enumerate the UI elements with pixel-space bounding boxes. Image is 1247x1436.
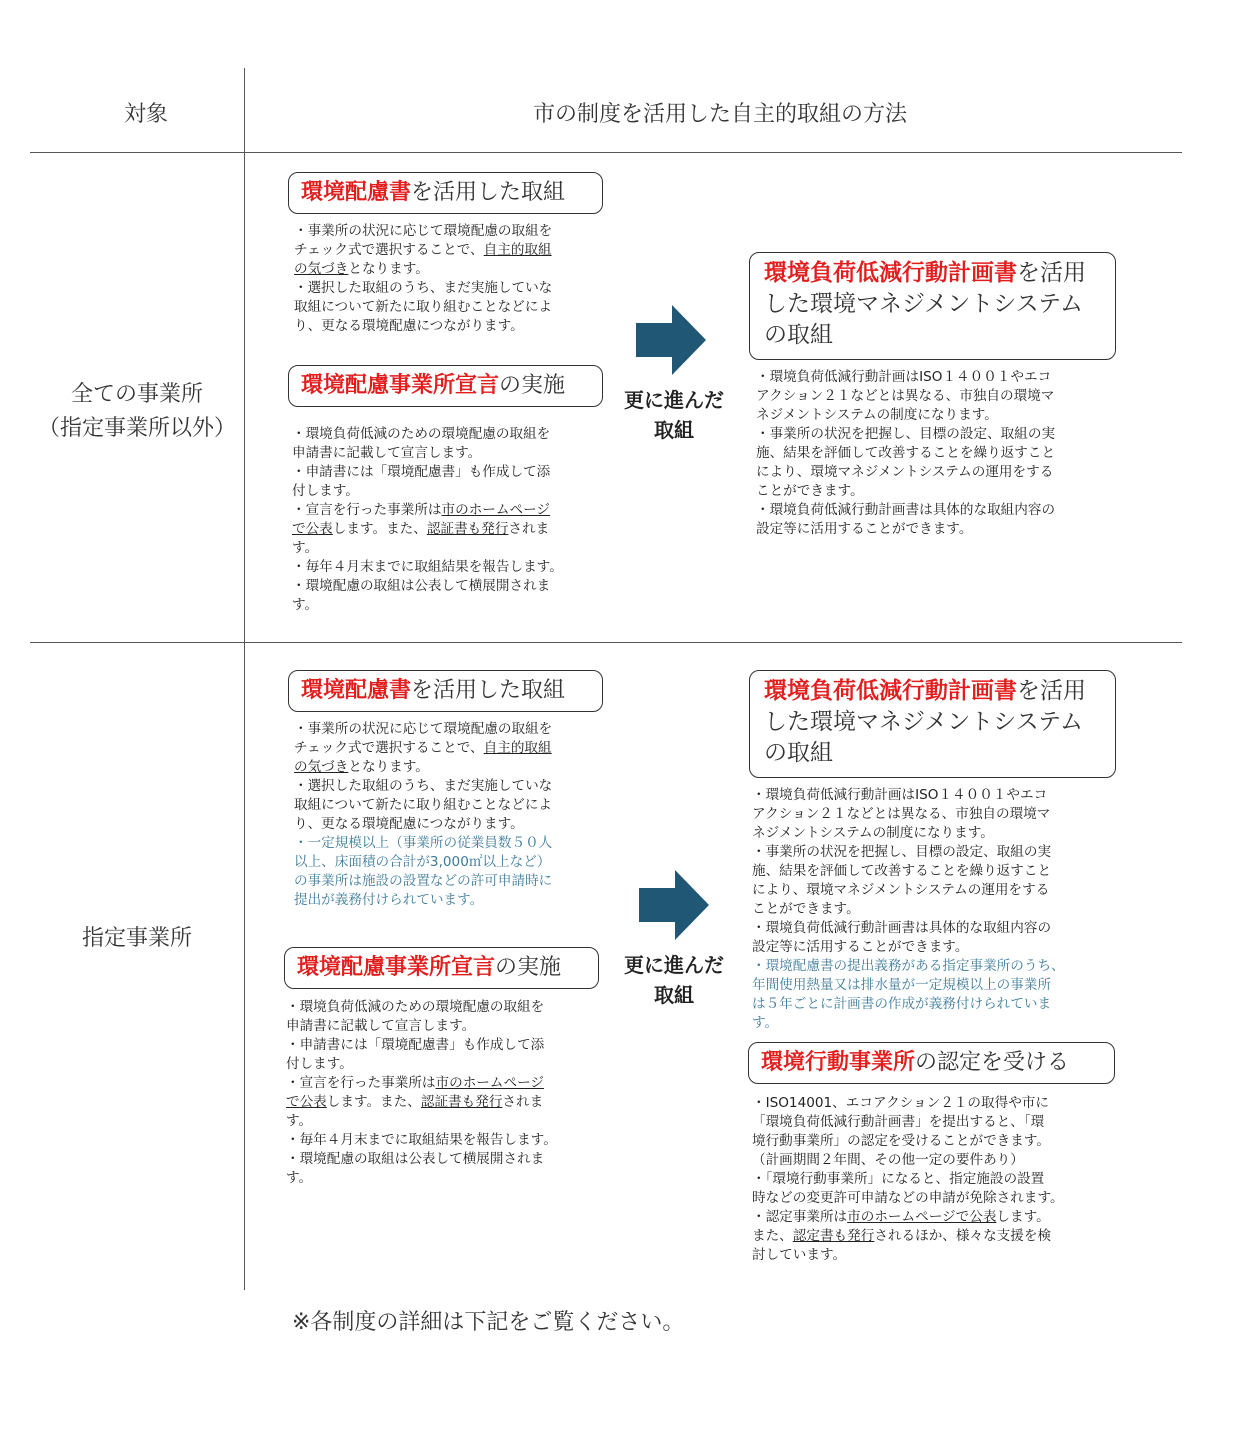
text-line: ・事業所の状況に応じて環境配慮の取組を (294, 721, 553, 737)
text-line: 施、結果を評価して改善することを繰り返すこと (752, 863, 1052, 879)
text-line: されま (508, 521, 550, 537)
text-line: ・選択した取組のうち、まだ実施していな (294, 280, 553, 296)
consideration-text (294, 222, 552, 336)
arrow-label-line2: 取組 (654, 983, 694, 1007)
text-line: により、環境マネジメントシステムの運用をする (756, 464, 1054, 480)
plan-title-rest: した環境マネジメントシステム (764, 291, 1084, 317)
text-line: ・宣言を行った事業所は (286, 1075, 436, 1091)
text-line: で公表 (292, 521, 333, 537)
text-line: ・申請書には「環境配慮書」も作成して添 (286, 1037, 545, 1053)
declaration-title-rest: の実施 (499, 373, 566, 398)
right-arrow-icon (636, 305, 706, 375)
text-line: ことができます。 (756, 483, 864, 499)
plan-box-designated (749, 670, 1116, 778)
consideration-title-rest: を活用した取組 (411, 180, 566, 205)
declaration-title-rest: の実施 (495, 955, 562, 980)
text-line: ・環境負荷低減のための環境配慮の取組を (286, 999, 545, 1015)
text-line: り、更なる環境配慮につながります。 (294, 816, 524, 832)
text-line: アクション２１などとは異なる、市独自の環境マ (752, 806, 1051, 822)
text-line-note: ・一定規模以上（事業所の従業員数５０人 (294, 835, 553, 851)
arrow-label (610, 385, 738, 445)
text-line: 申請書に記載して宣言します。 (292, 445, 482, 461)
text-line: されるほか、様々な支援を検 (874, 1228, 1052, 1244)
text-line-note: ・環境配慮書の提出義務がある指定事業所のうち、 (752, 958, 1065, 974)
text-line: ・事業所の状況を把握し、目標の設定、取組の実 (752, 844, 1052, 860)
text-line: チェック式で選択することで、 (294, 242, 484, 258)
text-line: 自主的取組 (483, 740, 552, 756)
consideration-box-designated (288, 670, 603, 712)
text-line: されま (502, 1094, 544, 1110)
text-line: ・環境負荷低減行動計画はISO１４００１やエコ (752, 787, 1048, 803)
column-divider (244, 68, 245, 1290)
text-line: ・毎年４月末までに取組結果を報告します。 (286, 1132, 557, 1148)
text-line: 取組について新たに取り組むことなどによ (294, 797, 553, 813)
text-line: す。 (292, 597, 319, 613)
text-line-note: 年間使用熱量又は排水量が一定規模以上の事業所 (752, 977, 1052, 993)
consideration-title-red: 環境配慮書 (301, 678, 412, 703)
text-line: 討しています。 (752, 1247, 847, 1263)
text-line: ・環境負荷低減行動計画はISO１４００１やエコ (756, 369, 1052, 385)
plan-text-designated (752, 786, 1065, 1033)
text-line: により、環境マネジメントシステムの運用をする (752, 882, 1050, 898)
text-line: 申請書に記載して宣言します。 (286, 1018, 476, 1034)
action-office-box (748, 1042, 1115, 1084)
text-line: す。 (292, 540, 319, 556)
text-line: ・環境負荷低減行動計画書は具体的な取組内容の (756, 502, 1056, 518)
plan-title-rest: を活用 (1017, 678, 1086, 704)
plan-title-rest: の取組 (764, 740, 833, 766)
text-line-note: 提出が義務付けられています。 (294, 892, 484, 908)
text-line: ・環境配慮の取組は公表して横展開されま (286, 1151, 545, 1167)
declaration-box-designated (284, 947, 599, 989)
text-line: 時などの変更許可申請などの申請が免除されます。 (752, 1190, 1064, 1206)
text-line: 取組について新たに取り組むことなどによ (294, 299, 553, 315)
text-line-note: の事業所は施設の設置などの許可申請時に (294, 873, 553, 889)
right-arrow-icon (639, 870, 709, 940)
text-line: ・宣言を行った事業所は (292, 502, 442, 518)
declaration-title-red: 環境配慮事業所宣言 (301, 373, 500, 398)
consideration-title-red: 環境配慮書 (301, 180, 412, 205)
text-line: アクション２１などとは異なる、市独自の環境マ (756, 388, 1055, 404)
text-line: ・「環境行動事業所」になると、指定施設の設置 (752, 1171, 1045, 1187)
text-line: します。 (996, 1209, 1050, 1225)
declaration-text (292, 425, 563, 615)
text-line: ・事業所の状況に応じて環境配慮の取組を (294, 223, 553, 239)
text-line: ことができます。 (752, 901, 860, 917)
row-label-all-line1: 全ての事業所 (70, 382, 203, 407)
header-divider (30, 152, 1182, 153)
row-label-all-line2: （指定事業所以外） (37, 416, 236, 441)
text-line: す。 (286, 1170, 313, 1186)
text-line: の気づき (294, 759, 349, 775)
text-line: り、更なる環境配慮につながります。 (294, 318, 524, 334)
text-line-note: は５年ごとに計画書の作成が義務付けられていま (752, 996, 1052, 1012)
action-title-red: 環境行動事業所 (761, 1050, 916, 1075)
text-line: ・環境負荷低減行動計画書は具体的な取組内容の (752, 920, 1052, 936)
arrow-label (610, 950, 738, 1010)
text-line: の気づき (294, 261, 349, 277)
plan-title-red: 環境負荷低減行動計画書 (764, 260, 1017, 286)
plan-title-rest: の取組 (764, 322, 833, 348)
text-line: 市のホームページ (435, 1075, 545, 1091)
text-line: 施、結果を評価して改善することを繰り返すこと (756, 445, 1056, 461)
footer-note: ※各制度の詳細は下記をご覧ください。 (292, 1310, 685, 1335)
arrow-label-line1: 更に進んだ (624, 388, 724, 412)
text-line: します。また、 (332, 521, 427, 537)
text-line: 設定等に活用することができます。 (752, 939, 969, 955)
text-line: チェック式で選択することで、 (294, 740, 484, 756)
text-line: 付します。 (286, 1056, 353, 1072)
header-target: 対象 (124, 102, 169, 127)
text-line: ・認定事業所は (752, 1209, 848, 1225)
text-line: ・環境負荷低減のための環境配慮の取組を (292, 426, 551, 442)
arrow-label-line1: 更に進んだ (624, 953, 724, 977)
text-line: す。 (286, 1113, 313, 1129)
text-line: 認証書も発行 (420, 1094, 503, 1110)
text-line: （計画期間２年間、その他一定の要件あり） (752, 1152, 1024, 1168)
row-label-designated: 指定事業所 (81, 926, 192, 951)
text-line: ネジメントシステムの制度になります。 (752, 825, 994, 841)
text-line: 市のホームページで公表 (847, 1209, 997, 1225)
arrow-label-line2: 取組 (654, 418, 694, 442)
plan-box (749, 252, 1116, 360)
text-line-note: 以上、床面積の合計が3,000㎡以上など） (294, 854, 551, 870)
header-method: 市の制度を活用した自主的取組の方法 (533, 102, 908, 127)
consideration-box (288, 172, 603, 214)
text-line: ・選択した取組のうち、まだ実施していな (294, 778, 553, 794)
text-line: 認証書も発行 (426, 521, 509, 537)
row-label-all (30, 378, 244, 446)
text-line: ・事業所の状況を把握し、目標の設定、取組の実 (756, 426, 1056, 442)
text-line: 「環境負荷低減行動計画書」を提出すると、「環 (752, 1114, 1045, 1130)
consideration-text-designated (294, 720, 552, 910)
text-line: また、 (752, 1228, 793, 1244)
text-line: します。また、 (326, 1094, 421, 1110)
text-line: ・毎年４月末までに取組結果を報告します。 (292, 559, 563, 575)
text-line: 付します。 (292, 483, 359, 499)
text-line: となります。 (348, 759, 429, 775)
text-line: で公表 (286, 1094, 327, 1110)
text-line: 自主的取組 (483, 242, 552, 258)
declaration-text-designated (286, 998, 557, 1188)
declaration-box (288, 365, 603, 407)
text-line-note: す。 (752, 1015, 779, 1031)
action-office-text (752, 1094, 1064, 1265)
row-divider (30, 642, 1182, 643)
text-line: 境行動事業所」の認定を受けることができます。 (752, 1133, 1050, 1149)
consideration-title-rest: を活用した取組 (411, 678, 566, 703)
plan-title-rest: を活用 (1017, 260, 1086, 286)
text-line: ネジメントシステムの制度になります。 (756, 407, 998, 423)
text-line: 認定書も発行 (792, 1228, 875, 1244)
text-line: となります。 (348, 261, 429, 277)
plan-text (756, 368, 1055, 539)
plan-title-rest: した環境マネジメントシステム (764, 709, 1084, 735)
text-line: ・申請書には「環境配慮書」も作成して添 (292, 464, 551, 480)
declaration-title-red: 環境配慮事業所宣言 (297, 955, 496, 980)
text-line: ・環境配慮の取組は公表して横展開されま (292, 578, 551, 594)
text-line: ・ISO14001、エコアクション２１の取得や市に (752, 1095, 1049, 1111)
text-line: 市のホームページ (441, 502, 551, 518)
action-title-rest: の認定を受ける (915, 1050, 1070, 1075)
plan-title-red: 環境負荷低減行動計画書 (764, 678, 1017, 704)
text-line: 設定等に活用することができます。 (756, 521, 973, 537)
